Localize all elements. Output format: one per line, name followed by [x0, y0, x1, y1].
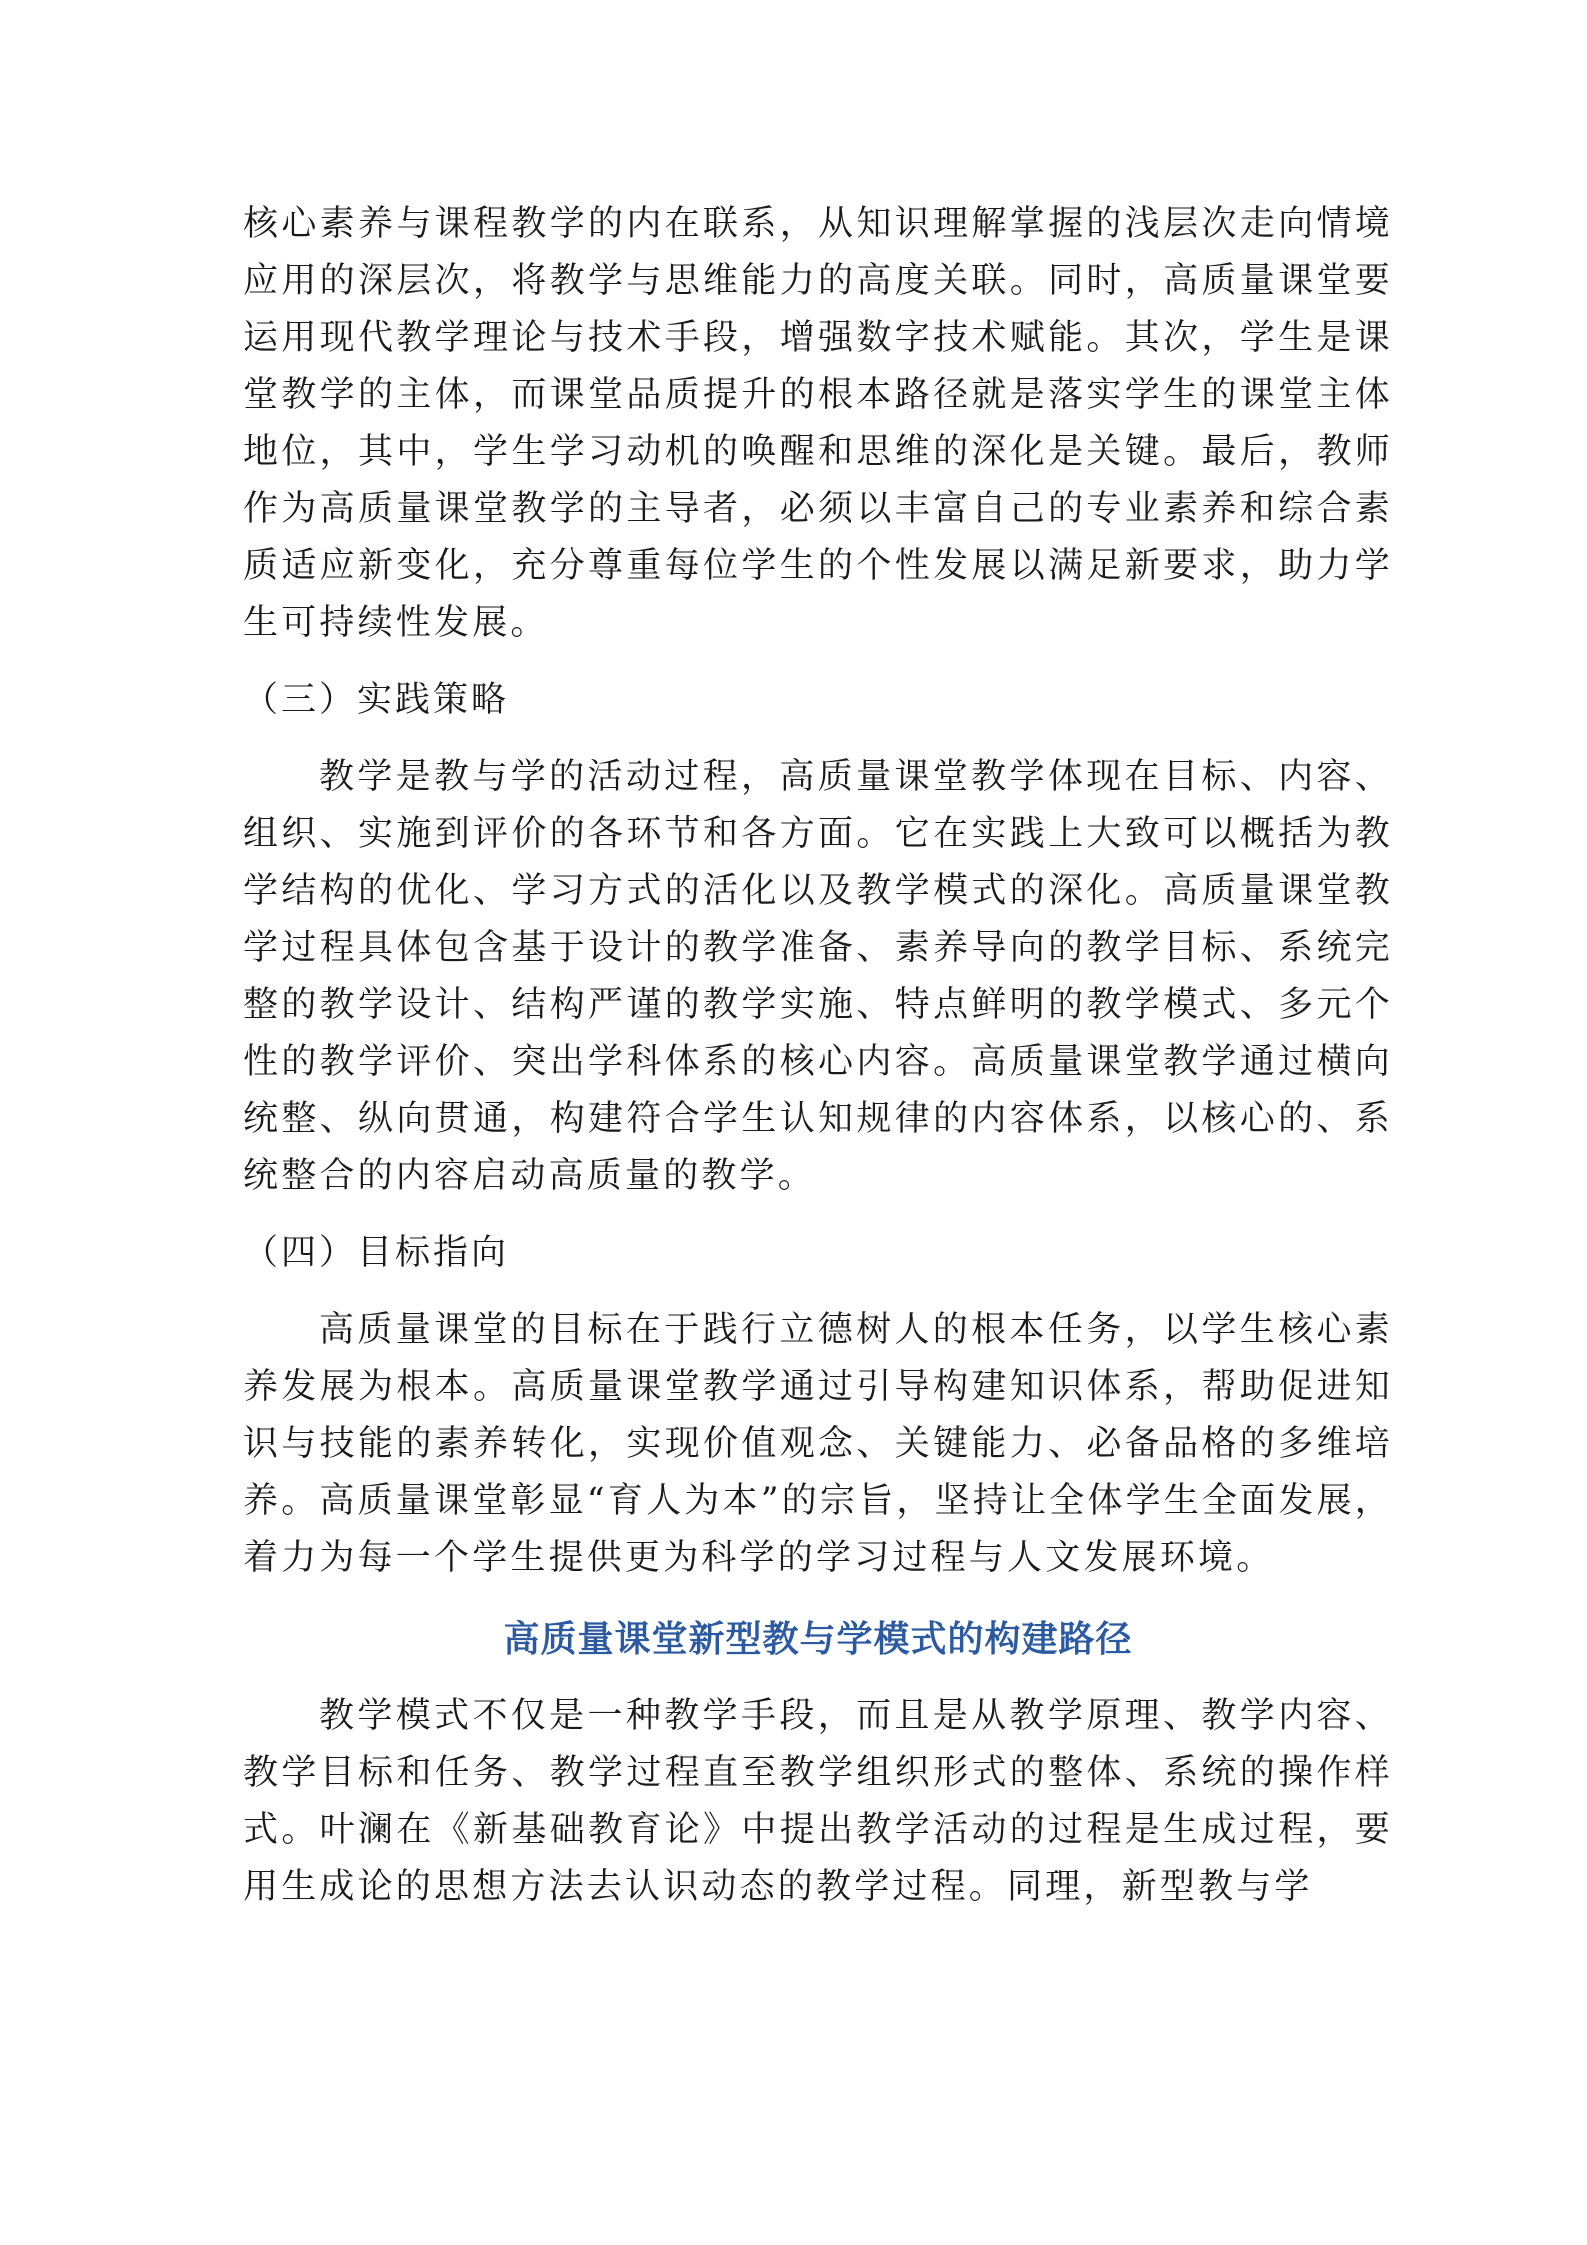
heading-goal-orientation: （四）目标指向: [243, 1233, 510, 1273]
paragraph-continued: 核心素养与课程教学的内在联系，从知识理解掌握的浅层次走向情境应用的深层次，将教学与思维能力的高度关联。同时，高质量课堂要运用现代教学理论与技术手段，增强数字技术赋能。其次，学生是课堂教学的主体，而课堂品质提升的根本路径就是落实学生的课堂主体地位，其中，学生学习动机的唤醒和思维的深化是关键。最后，教师作为高质量课堂教学的主导者，必须以丰富自己的专业素养和综合素质适应新变化，充分尊重每位学生的个性发展以满足新要求，助力学生可持续性发展。: [243, 204, 1393, 643]
paragraph-practice: 教学是教与学的活动过程，高质量课堂教学体现在目标、内容、组织、实施到评价的各环节和各方面。它在实践上大致可以概括为教学结构的优化、学习方式的活化以及教学模式的深化。高质量课堂教学过程具体包含基于设计的教学准备、素养导向的教学目标、系统完整的教学设计、结构严谨的教学实施、特点鲜明的教学模式、多元个性的教学评价、突出学科体系的核心内容。高质量课堂教学通过横向统整、纵向贯通，构建符合学生认知规律的内容体系，以核心的、系统整合的内容启动高质量的教学。: [243, 757, 1393, 1196]
paragraph-goal: 高质量课堂的目标在于践行立德树人的根本任务，以学生核心素养发展为根本。高质量课堂教学通过引导构建知识体系，帮助促进知识与技能的素养转化，实现价值观念、关键能力、必备品格的多维培养。高质量课堂彰显“育人为本”的宗旨，坚持让全体学生全面发展，着力为每一个学生提供更为科学的学习过程与人文发展环境。: [243, 1310, 1393, 1578]
section-title: 高质量课堂新型教与学模式的构建路径: [503, 1619, 1133, 1660]
paragraph-model: 教学模式不仅是一种教学手段，而且是从教学原理、教学内容、教学目标和任务、教学过程直至教学组织形式的整体、系统的操作样式。叶澜在《新基础教育论》中提出教学活动的过程是生成过程，要用生成论的思想方法去认识动态的教学过程。同理，新型教与学: [243, 1696, 1393, 1907]
document-page: [243, 196, 1393, 1916]
heading-practice-strategy: （三）实践策略: [243, 680, 510, 720]
